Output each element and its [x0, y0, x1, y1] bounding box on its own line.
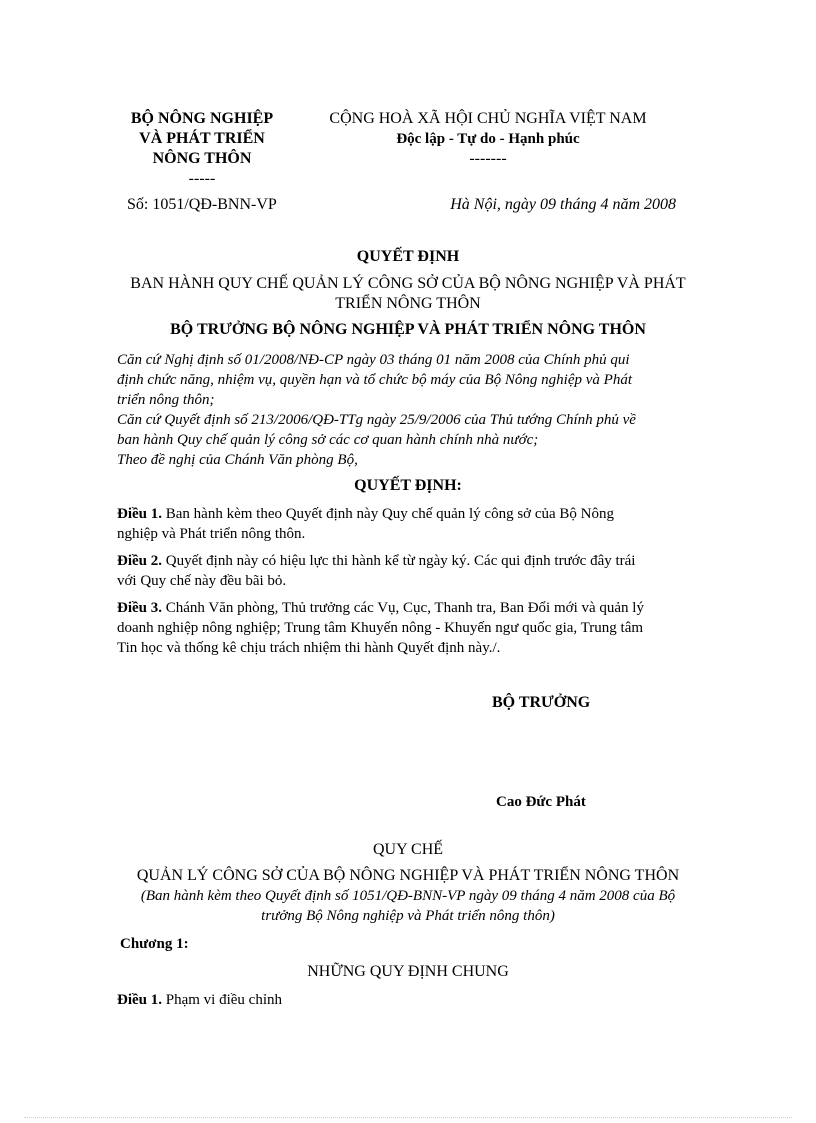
national-heading	[306, 109, 670, 169]
regulation-note-line-1: (Ban hành kèm theo Quyết định số 1051/QĐ-BNN-VP ngày 09 tháng 4 năm 2008 của Bộ	[140, 888, 676, 904]
decision-subject	[100, 274, 716, 314]
decision-title: QUYẾT ĐỊNH	[356, 248, 460, 265]
basis-line: Căn cứ Quyết định số 213/2006/QĐ-TTg ngày 25/9/2006 của Thủ tướng Chính phủ về	[117, 412, 636, 428]
article-text: nghiệp và Phát triển nông thôn.	[117, 526, 306, 542]
article-text: doanh nghiệp nông nghiệp; Trung tâm Khuyến nông - Khuyến ngư quốc gia, Trung tâm	[117, 620, 644, 636]
decision-subject-line-2: TRIỂN NÔNG THÔN	[335, 295, 481, 312]
article-text: Phạm vi điều chỉnh	[162, 992, 282, 1008]
legal-basis	[117, 350, 687, 470]
issuing-authority: BỘ TRƯỞNG BỘ NÔNG NGHIỆP VÀ PHÁT TRIỂN NÔNG THÔN	[170, 321, 646, 338]
ministry-line-3: NÔNG THÔN	[152, 150, 252, 167]
article-text: Ban hành kèm theo Quyết định này Quy chế quản lý công sở của Bộ Nông	[162, 506, 615, 522]
regulation-note	[100, 886, 716, 926]
place-date: Hà Nội, ngày 09 tháng 4 năm 2008	[450, 196, 676, 213]
national-motto: Độc lập - Tự do - Hạnh phúc	[396, 131, 580, 147]
signer-name: Cao Đức Phát	[496, 794, 586, 810]
chapter-title: NHỮNG QUY ĐỊNH CHUNG	[307, 963, 509, 980]
republic-name: CỘNG HOÀ XÃ HỘI CHỦ NGHĨA VIỆT NAM	[329, 110, 647, 127]
article-label: Điều 1.	[117, 506, 162, 522]
ministry-name	[112, 109, 292, 189]
decision-subject-line-1: BAN HÀNH QUY CHẾ QUẢN LÝ CÔNG SỞ CỦA BỘ NÔNG NGHIỆP VÀ PHÁT	[130, 275, 686, 292]
decides-heading: QUYẾT ĐỊNH:	[354, 477, 462, 494]
article-2	[117, 551, 687, 591]
ministry-line-2: VÀ PHÁT TRIỂN	[139, 130, 265, 147]
article-text: Quyết định này có hiệu lực thi hành kể từ ngày ký. Các qui định trước đây trái	[162, 553, 636, 569]
article-3	[117, 598, 687, 658]
basis-line: định chức năng, nhiệm vụ, quyền hạn và tổ chức bộ máy của Bộ Nông nghiệp và Phát	[117, 372, 632, 388]
motto-separator: -------	[469, 150, 507, 167]
article-text: Tin học và thống kê chịu trách nhiệm thi hành Quyết định này./.	[117, 640, 501, 656]
chapter-label: Chương 1:	[120, 936, 189, 952]
ministry-separator: -----	[188, 170, 216, 187]
article-text: với Quy chế này đều bãi bỏ.	[117, 573, 287, 589]
article-text: Chánh Văn phòng, Thủ trưởng các Vụ, Cục, Thanh tra, Ban Đổi mới và quản lý	[162, 600, 644, 616]
ministry-line-1: BỘ NÔNG NGHIỆP	[130, 110, 274, 127]
article-label: Điều 1.	[117, 992, 162, 1008]
document-number: Số: 1051/QĐ-BNN-VP	[127, 196, 277, 213]
article-label: Điều 2.	[117, 553, 162, 569]
page-bottom-divider	[24, 1117, 792, 1118]
regulation-subject: QUẢN LÝ CÔNG SỞ CỦA BỘ NÔNG NGHIỆP VÀ PHÁT TRIỂN NÔNG THÔN	[136, 867, 680, 884]
signer-title: BỘ TRƯỞNG	[492, 694, 591, 711]
article-label: Điều 3.	[117, 600, 162, 616]
basis-line: Theo đề nghị của Chánh Văn phòng Bộ,	[117, 452, 358, 468]
basis-line: Căn cứ Nghị định số 01/2008/NĐ-CP ngày 03 tháng 01 năm 2008 của Chính phủ qui	[117, 352, 630, 368]
regulation-article-1	[117, 990, 282, 1010]
article-1	[117, 504, 687, 544]
regulation-note-line-2: trưởng Bộ Nông nghiệp và Phát triển nông thôn)	[261, 908, 555, 924]
basis-line: triển nông thôn;	[117, 392, 215, 408]
regulation-title: QUY CHẾ	[372, 841, 444, 858]
basis-line: ban hành Quy chế quản lý công sở các cơ quan hành chính nhà nước;	[117, 432, 539, 448]
